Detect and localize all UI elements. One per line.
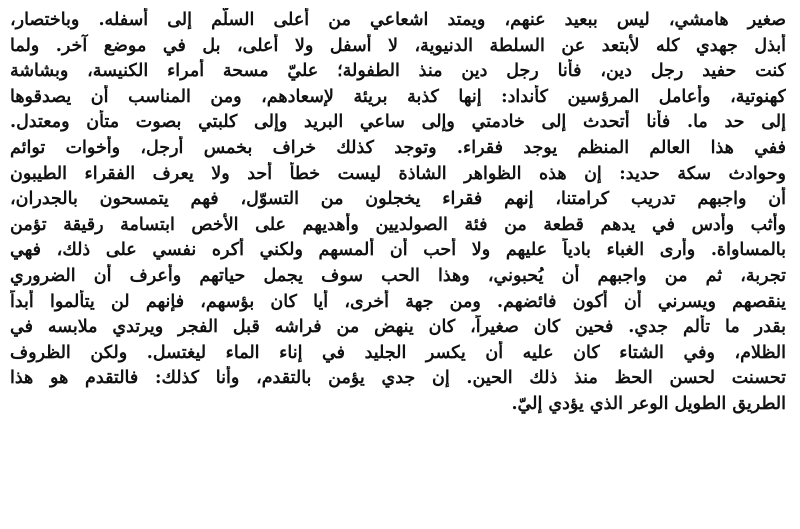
text-line: أن واجبهم تدريب كرامتنا، إنهم فقراء يخجلون من التسوّل، فهم يتمسحون بالجدران، xyxy=(10,189,786,210)
text-line: تحسنت لحسن الحظ منذ ذلك الحين. إن جدي يؤمن بالتقدم، وأنا كذلك: فالتقدم هو هذا xyxy=(10,368,786,389)
document-page xyxy=(10,8,786,522)
text-line: تجربة، ثم من واجبهم أن يُحبوني، وهذا الحب سوف يجمل حياتهم وأعرف أن الضروري xyxy=(10,265,786,286)
text-line: صغير هامشي، ليس ببعيد عنهم، ويمتد اشعاعي من أعلى السلّم إلى أسفله. وباختصار، xyxy=(10,10,786,30)
text-line: بقدر ما تألم جدي. فحين كان صغيراً، كان ينهض من فراشه قبل الفجر ويرتدي ملابسه في xyxy=(10,317,786,338)
text-line: أبذل جهدي كله لأبتعد عن السلطة الدنيوية، لا أسفل ولا أعلى، بل في موضع آخر. ولما xyxy=(10,35,786,56)
text-line: الظلام، وفي الشتاء كان عليه أن يكسر الجليد في إناء الماء ليغتسل. ولكن الظروف xyxy=(10,342,786,363)
text-line-last: الطريق الطويل الوعر الذي يؤدي إليّ. xyxy=(511,393,786,414)
text-line: وحوادث سكة حديد: إن هذه الظواهر الشاذة ليست خطأ أحد ولا يعرف الفقراء الطيبون xyxy=(10,163,786,184)
text-line: وأثب وأدس في يدهم قطعة من فئة الصولديين وأهديهم على الأخص ابتسامة رقيقة تؤمن xyxy=(10,214,786,235)
text-line: كنت حفيد رجل دين، فأنا رجل دين منذ الطفولة؛ عليّ مسحة أمراء الكنيسة، وبشاشة xyxy=(10,61,786,82)
text-line: كهنوتية، وأعامل المرؤسين كأنداد: إنها كذبة بريئة لإسعادهم، ومن المناسب أن يصدقوها xyxy=(10,86,786,107)
text-line: إلى حد ما. فأنا أتحدث إلى خادمتي وإلى ساعي البريد وإلى كلبتي بصوت متأن ومعتدل. xyxy=(10,112,786,133)
text-line: ينقصهم ويسرني أن أكون فائضهم. ومن جهة أخرى، أيا كان بؤسهم، فإنهم لن يتألموا أبداً xyxy=(10,291,786,312)
text-line: ففي هذا العالم المنظم يوجد فقراء. وتوجد كذلك خراف بخمس أرجل، وأخوات توائم xyxy=(10,137,786,158)
text-line: بالمساواة. وأرى الغباء بادياً عليهم ولا أحب أن ألمسهم ولكني أكره نفسي على ذلك، فهي xyxy=(10,240,786,261)
